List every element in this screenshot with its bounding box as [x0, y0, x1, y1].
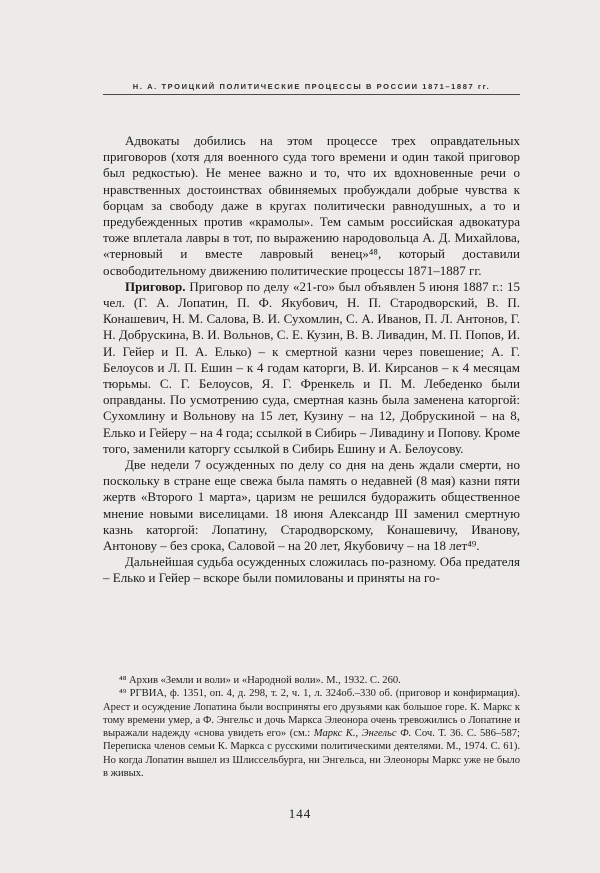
paragraph-lead-bold: Приговор. [125, 278, 186, 294]
paragraph [103, 457, 520, 554]
text-run: Адвокаты добились на этом процессе трех оправдательных приговоров (хотя для военного суда того времени и один такой приговор был редкостью). Не менее важно и то, что их вдохновенные речи о нравственных достоинствах обвиняемых пробуждали добрые чувства к борцам за свободу даже в кругах политически равнодушных, а то и предубежденных против «крамолы». Тем самым российская адвокатура тоже вплетала лавры в тот, по выражению народовольца А. Д. Михайлова, «терновый и вместе лавровый венец»⁴⁸, который доставили освободительному движению политические процессы 1871–1887 гг. [103, 133, 520, 278]
text-run: ⁴⁸ Архив «Земли и воли» и «Народной воли». М., 1932. С. 260. [119, 675, 401, 686]
text-run: Дальнейшая судьба осужденных сложилась по-разному. Оба предателя – Елько и Гейер – вскоре были помилованы и приняты на го- [103, 554, 520, 586]
footnote [103, 674, 520, 687]
paragraph [103, 279, 520, 457]
paragraph [103, 133, 520, 279]
text-run: Соч. Т. 36. С. 586–587; Переписка членов семьи К. Маркса с русскими политическими деятелями. М., 1974. С. 61). Но когда Лопатин вышел из Шлиссельбурга, ни Энгельса, ни Элеоноры Маркс уже не было в живых. [103, 728, 521, 780]
paragraph [103, 554, 520, 586]
text-run: Две недели 7 осужденных по делу со дня на день ждали смерти, но поскольку в стране еще свежа была память о недавней (8 мая) казни пяти жертв «Второго 1 марта», царизм не решился будоражить общественное мнение новыми виселицами. 18 июня Александр III заменил смертную казнь каторгой: Лопатину, Стародворскому, Конашевичу, Иванову, Антонову – без срока, Саловой – на 20 лет, Якубовичу – на 18 лет⁴⁹. [103, 457, 520, 554]
running-header: Н. А. ТРОИЦКИЙ ПОЛИТИЧЕСКИЕ ПРОЦЕССЫ В РОССИИ 1871–1887 гг. [132, 82, 491, 91]
footnotes [103, 674, 520, 780]
text-run: ⁴⁹ РГВИА, ф. 1351, оп. 4, д. 298, т. 2, ч. 1, л. 324об.–330 об. (приговор и конфирмация). Арест и осуждение Лопатина были восприняты его друзьями как большое горе. К. Маркс к тому времени умер, а Ф. Энгельс и дочь Маркса Элеонора очень тревожились о Лопатине и выражали надежду «снова увидеть его» (см.: [103, 688, 520, 740]
body-paragraphs [103, 133, 520, 587]
header-rule [103, 94, 520, 95]
page-number: 144 [288, 806, 312, 821]
footnote [103, 687, 520, 780]
italic-citation: Маркс К., Энгельс Ф. [313, 728, 412, 740]
text-run: Приговор по делу «21-го» был объявлен 5 июня 1887 г.: 15 чел. (Г. А. Лопатин, П. Ф. Якубович, Н. П. Стародворский, В. П. Конашевич, Н. М. Салова, В. И. Сухомлин, С. А. Иванов, П. Л. Антонов, Г. Н. Добрускина, В. И. Вольнов, С. Е. Кузин, В. В. Ливадин, М. П. Попов, И. И. Гейер и П. А. Елько) – к смертной казни через повешение; А. Г. Белоусов и Л. П. Ешин – к 4 годам каторги, В. И. Кирсанов – к 4 месяцам тюрьмы. С. Г. Белоусов, Я. Г. Френкель и П. М. Лебеденко были оправданы. По усмотрению суда, смертная казнь была заменена каторгой: Сухомлину и Вольнову на 15 лет, Кузину – на 12, Добрускиной – на 8, Елько и Гейеру – на 4 года; ссылкой в Сибирь – Ливадину и Попову. Кроме того, заменили каторгу ссылкой в Сибирь Ешину и А. Белоусову. [103, 278, 520, 456]
